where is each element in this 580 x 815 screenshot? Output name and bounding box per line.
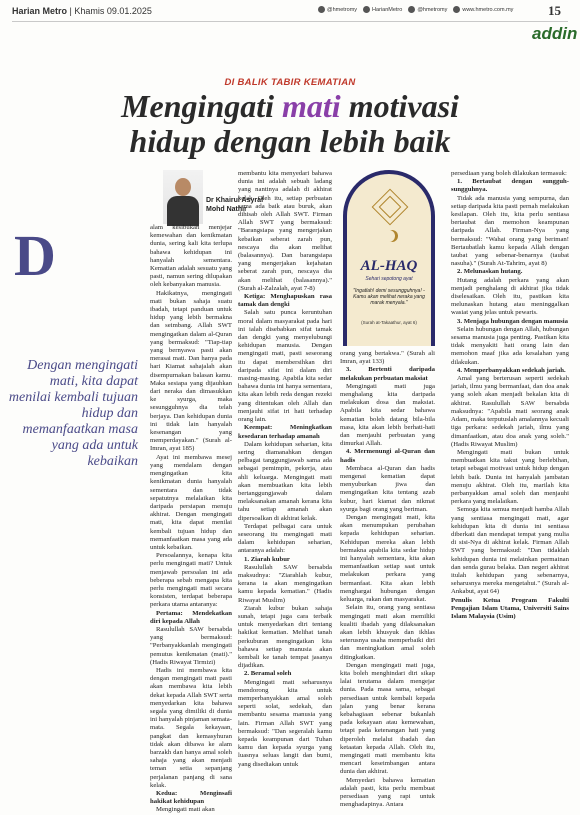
facebook-icon [363, 6, 370, 13]
section-label: addin [532, 24, 578, 43]
paragraph: Menyedari bahawa kematian adalah pasti, kita perlu membuat persediaan yang rapi untuk menghadapinya. Antara [340, 776, 435, 809]
subheading: 4. Mermenungi al-Quran dan hadis [340, 448, 435, 464]
page-header [0, 0, 580, 44]
author-photo [163, 170, 203, 224]
headline-highlight: mati [282, 88, 341, 124]
paragraph: membantu kita menyedari bahawa dunia ini adalah sebuah ladang yang nantinya adalah di akhirat kelak. Oleh itu, setiap perbuatan sama ada baik atau buruk, akan dihisab oleh Allah SWT. Firman Allah SWT yang bermaksud: "Barangsiapa yang mengerjakan kebaikan seberat zarah pun, nescaya dia akan melihat (balasannya). Dan barangsiapa yang mengerjakan kejahatan seberat zarah pun, nescaya dia akan melihat (balasannya)." (Surah al-Zalzalah, ayat 7-8) [238, 170, 332, 292]
drop-cap: D [14, 223, 56, 288]
subheading: Keempat: Meningkatkan kesedaran terhadap amanah [238, 424, 332, 440]
social-item[interactable] [318, 6, 357, 13]
paragraph: Amal yang berterusan seperti sedekah jariah, ilmu yang bermanfaat, dan doa anak yang soleh akan menjadi bekalan kita di akhirat. Rasulullah SAW bersabda maksudnya: "Apabila mati seorang anak Adam, maka terputuslah amalannya kecuali tiga perkara: sedekah jariah, ilmu yang dimanfaatkan, atau doa anak yang soleh." (Hadis Riwayat Muslim) [451, 375, 569, 448]
al-haq-source: (Surah at-Takaathur, ayat 6) [361, 320, 417, 325]
social-handle: @hmetromy [417, 6, 448, 13]
subheading: 2. Melunaskan hutang. [457, 268, 523, 276]
article-headline [0, 89, 580, 159]
subheading: 4. Memperbanyakkan sedekah jariah. [457, 366, 566, 374]
paragraph: Dalam kehidupan seharian, kita sering diamanahkan dengan pelbagai tanggungjawab sama ada sebagai pemimpin, pekerja, atau ahli keluarga. Mengingati mati akan membuatkan kita lebih bertanggungjawab dalam melaksanakan amanah kerana kita tahu setiap amanah akan dipersoalkan di akhirat kelak. [238, 440, 332, 522]
globe-icon [453, 6, 460, 13]
social-handle: HarianMetro [372, 6, 403, 13]
paragraph: Ayat ini membawa mesej yang mendalam dengan mengingatkan kita kenikmatan dunia hanyalah sementara dan tidak sepatutnya melalaikan kita daripada persiapan menuju akhirat. Dengan mengingati mati, kita dapat menilai kembali tujuan hidup dan memanfaatkan masa yang ada untuk kebaikan. [150, 453, 232, 551]
social-links [318, 6, 513, 13]
subheading: 3. Bertenti daripada melakukan perbuatan maksiat [340, 366, 435, 382]
headline-part: motivasi [348, 88, 459, 124]
subheading: 3. Menjaga hubungan dengan manusia [457, 317, 568, 325]
subheading: 1. Ziarah kubur [244, 555, 290, 563]
paper-name: Harian Metro [12, 6, 68, 16]
article-column-4 [451, 170, 569, 730]
al-haq-inner [347, 174, 431, 346]
twitter-icon [408, 6, 415, 13]
article-column-1 [150, 224, 232, 814]
al-haq-quote: "Ingatlah! demi sesungguhnya! - Kamu akan melihat neraka yang marak menyala." [353, 288, 425, 306]
article-column-3 [340, 350, 435, 809]
social-item[interactable] [408, 6, 447, 13]
website-link: www.hmetro.com.my [462, 6, 514, 13]
instagram-icon [318, 6, 325, 13]
paragraph: Rasulullah SAW bersabda maksudnya: "Ziarahlah kubur, kerana ia akan mengingatkan kamu kepada kematian." (Hadis Riwayat Muslim) [238, 563, 332, 604]
paragraph: alam kesibukan menjejar kemewahan dan kenikmatan dunia, sering kali kita terlupa bahawa kehidupan ini hanyalah sementara. Kematian adalah sesuatu yang pasti, namun sering dilupakan oleh kebanyakan manusia. [150, 224, 232, 289]
paragraph: Dengan mengingati mati juga, kita boleh menghindari diri sikap lalai terutama dalam mengejar dunia. Pada masa sama, sebagai persediaan untuk kembali kepada jalan yang benar kerana kebahagiaan sebenar bukanlah pada kekayaan atau kemewahan, tetapi pada ketenangan hati yang diperoleh melalui ibadah dan ketaatan kepada Allah. Oleh itu, mengingati mati membantu kita mencari keseimbangan antara dunia dan akhirat. [340, 661, 435, 776]
paragraph: Hutang adalah perkara yang akan menjadi penghalang di akhirat jika tidak diselesaikan. Oleh itu, pastikan kita melunaskan hutang atau meninggalkan wasiat yang jelas untuk pewaris. [451, 276, 569, 317]
paragraph: Tidak ada manusia yang sempurna, dan setiap daripada kita pasti pernah melakukan kesilapan. Oleh itu, kita perlu sentiasa bertaubat dan memohon keampunan daripada Allah. Firman-Nya yang bermaksud: "Wahai orang yang beriman! Bertaubatlah kamu kepada Allah dengan taubat yang sebenar-benarnya (taubat nasuha)." (Surah At-Tahrim, ayat 8) [451, 194, 569, 268]
paragraph: Terdapat pelbagai cara untuk seseorang itu mengingati mati dalam kehidupan seharian, antaranya adalah: [238, 522, 332, 555]
paragraph: Dengan mengingati mati, kita akan menumpukan perubahan kepada kehidupan seharian. Kehidupan mereka akan lebih bermakna apabila kita sedar hidup ini hanyalah sementara, kita akan memanfaatkan setiap saat untuk melakukan perkara yang bermanfaat. Kita akan lebih menghargai hubungan dengan keluarga, rakan dan masyarakat. [340, 514, 435, 604]
headline-line2: hidup dengan lebih baik [129, 123, 451, 159]
social-handle: @hmetromy [327, 6, 358, 13]
paragraph: Mengingati mati seharusnya mendorong kita untuk memperbanyakkan amal soleh seperti solat, sedekah, dan membantu sesama manusia yang lain. Firman Allah SWT yang bermaksud: "Dan segeralah kamu kepada keampunan dari Tuhan kamu dan kepada syurga yang luasnya seluas langit dan bumi, yang disediakan untuk [238, 678, 332, 768]
paragraph: Persoalannya, kenapa kita perlu mengingati mati? Untuk menjawab persoalan ini ada beberapa sebab mengapa kita perlu mengingati mati secara konsisten, terdapat beberapa perkara utama antaranya: [150, 552, 232, 609]
paragraph: orang yang bertakwa." (Surah ali Imran, ayat 133) [340, 350, 435, 366]
author-name-line: Dr Khairul Asyraf [206, 197, 264, 204]
paragraph: Hakikatnya, mengingati mati bukan sahaja suatu ibadah, tetapi panduan untuk hidup yang lebih bermakna dan seimbang. Allah SWT mengingatkan dalam al-Quran yang bermaksud: "Tiap-tiap yang bernyawa pasti akan merasai mati. Dan hanya pada hari Kiamat sahajalah akan disempurnakan balasan kamu. Maka sesiapa yang dijauhkan dari neraka dan dimasukkan ke syurga, maka sesungguhnya dia telah berjaya. Dan kehidupan dunia ini tidak lain hanyalah kesenangan yang memperdayakan." (Surah al-Imran, ayat 185) [150, 289, 232, 453]
author-name-line: Mohd Nathir [206, 206, 247, 213]
crescent-icon [383, 230, 395, 242]
masthead [12, 6, 152, 16]
paragraph: Mengingati mati akan [156, 806, 215, 814]
al-haq-box [343, 170, 435, 346]
issue-date: | Khamis 09.01.2025 [69, 6, 152, 16]
al-haq-subtitle: Sehari sepotong ayat [365, 276, 413, 282]
paragraph: Selain itu, orang yang sentiasa mengingati mati akan memiliki kualiti ibadah yang dilaksanakan akan lebih khusyuk dan ikhlas seterusnya usaha memperbaiki diri dan meningkatkan amal soleh ditingkatkan. [340, 604, 435, 661]
paragraph: Hadis ini membawa kita dengan mengingati mati pasti akan membawa kita lebih dekat kepada Allah SWT serta menyedarkan kita bahawa segala yang dimiliki di dunia ini hanyalah pinjaman semata-mata. Segala kekayaan, pangkat dan kemasyhuran tidak akan dibawa ke alam barzakh dan hanya amal soleh sahaja yang akan menjadi teman setia sepanjang perjalanan panjang di sana kelak. [150, 666, 232, 789]
paragraph: Mengingati mati bukan untuk membuatkan kita takut yang berlebihan, tetapi sebagai motivasi untuk hidup dengan lebih baik. Dunia ini hanyalah jambatan menuju akhirat. Oleh itu, marilah kita perbanyakkan amal soleh dan menjauhi perkara yang melalaikan. [451, 448, 569, 506]
social-item[interactable] [363, 6, 402, 13]
author-body [167, 196, 199, 226]
paragraph: Mengingati mati juga menghalang kita daripada melakukan dosa dan maksiat. Apabila kita sedar bahawa kematian boleh datang bila-bila masa, kita akan lebih berhati-hati dan menjauhi perbuatan yang dimurkai Allah. [340, 382, 435, 448]
subheading: 1. Bertaubat dengan sungguh-sungguhnya. [451, 178, 569, 194]
paragraph: Membaca al-Quran dan hadis mengenai kematian dapat menyuburkan jiwa dan mengingatkan kita tentang azab kubur, hari kiamat dan nikmat syurga bagi orang yang beriman. [340, 464, 435, 513]
author-head [175, 178, 191, 196]
subheading: Kedua: Menginsafi hakikat kehidupan [150, 790, 232, 806]
headline-part: Mengingati [121, 88, 275, 124]
author-credit: Penulis Ketua Program Fakulti Pengajian Islam Utama, Universiti Sains Islam Malaysia (Usim) [451, 596, 569, 620]
paragraph: Salah satu punca keruntuhan moral dalam masyarakat pada hari ini ialah disebabkan sifat tamak dan dengki yang menyelubungi kehidupan manusia. Dengan mengingati mati, pasti seseorang itu dapat membersihkan diri daripada sifat ini dalam diri masing-masing. Apabila kita sedar bahawa dunia ini hanya sementara, kita akan lebih reda dengan rezeki yang ditentukan oleh Allah dan menjauhi sifat iri hati terhadap orang lain. [238, 309, 332, 424]
social-item[interactable] [453, 6, 513, 13]
al-haq-title: AL-HAQ [360, 258, 418, 274]
pull-quote: Dengan mengingati mati, kita dapat menilai kembali tujuan hidup dan memanfaatkan masa yang ada untuk kebaikan [8, 358, 138, 469]
paragraph: Semoga kita semua menjadi hamba Allah yang sentiasa mengingati mati, agar kehidupan kita di dunia ini sentiasa diberkati dan mendapat tempat yang mulia di sisi-Nya di akhirat kelak. Firman Allah SWT yang bermaksud: "Dan tidaklah kehidupan dunia ini melainkan permainan dan senda gurau belaka. Dan negeri akhirat itulah kehidupan yang sebenarnya, seharusnya mereka mengetahui." (Surah al-Ankabut, ayat 64) [451, 506, 569, 596]
subheading: 2. Beramal soleh [244, 670, 292, 678]
subheading: Ketiga: Menghapuskan rasa tamak dan dengki [238, 293, 332, 309]
page-number: 15 [548, 3, 561, 18]
paragraph: persediaan yang boleh dilakukan termasuk: [451, 170, 567, 177]
paragraph: Rasulullah SAW bersabda yang bermaksud: "Perbanyakkanlah mengingati pemutus kenikmatan (mati)." (Hadis Riwayat Tirmizi) [150, 625, 232, 666]
header-divider [12, 21, 568, 22]
paragraph: Ziarah kubur bukan sahaja sunah, tetapi juga cara terbaik untuk menyedarkan diri tentang hakikat kematian. Melihat tanah perkuburan mengingatkan kita bahawa setiap manusia akan kembali ke tanah tempat jasanya dijadikan. [238, 604, 332, 670]
article-column-2 [238, 170, 332, 768]
article-kicker: DI BALIK TABIR KEMATIAN [224, 77, 356, 88]
paragraph: Selain hubungan dengan Allah, hubungan sesama manusia juga penting. Pastikan kita tidak menyakiti hati orang lain dan memohon maaf jika ada kesalahan yang dilakukan. [451, 325, 569, 366]
subheading: Pertama: Mendekatkan diri kepada Allah [150, 609, 232, 625]
